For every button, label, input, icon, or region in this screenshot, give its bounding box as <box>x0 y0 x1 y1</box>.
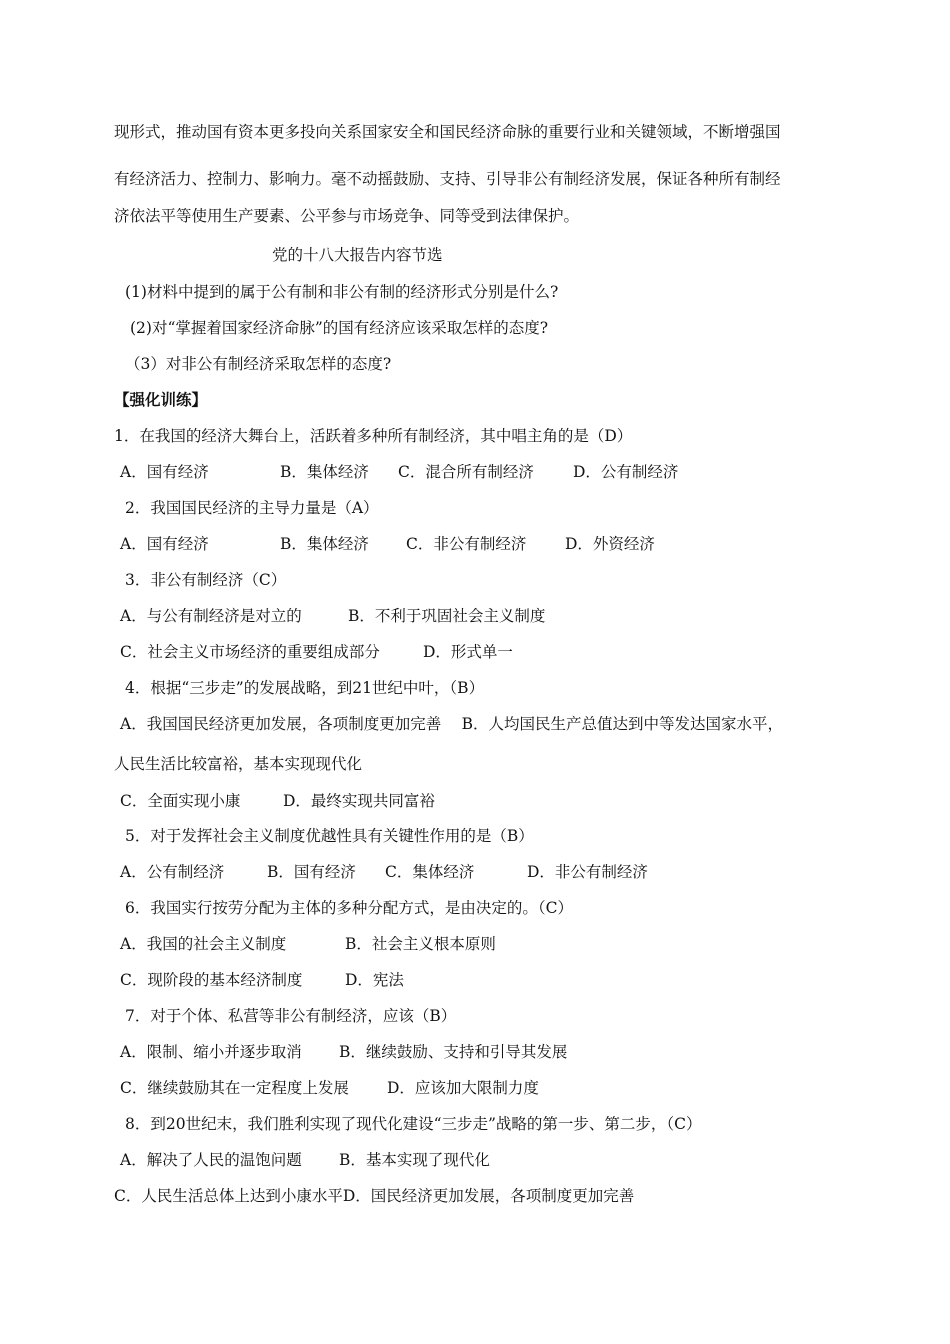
item-1-option-c: C．混合所有制经济 <box>398 463 534 481</box>
item-1-options <box>120 462 678 482</box>
passage-line: 有经济活力、控制力、影响力。毫不动摇鼓励、支持、引导非公有制经济发展，保证各种所有制经 <box>114 170 781 188</box>
item-8-option-b: B．基本实现了现代化 <box>339 1151 490 1169</box>
item-5-stem: 5．对于发挥社会主义制度优越性具有关键性作用的是（B） <box>125 827 534 845</box>
item-2-option-b: B．集体经济 <box>280 535 369 553</box>
item-8-option-d: D．国民经济更加发展，各项制度更加完善 <box>342 1187 635 1205</box>
item-3-option-c: C．社会主义市场经济的重要组成部分 <box>120 643 380 661</box>
item-2-option-a: A．国有经济 <box>120 535 209 553</box>
item-1-option-d: D．公有制经济 <box>573 463 679 481</box>
item-7-option-b: B．继续鼓励、支持和引导其发展 <box>339 1043 568 1061</box>
item-6-options-row2 <box>120 970 404 990</box>
passage-line: 济依法平等使用生产要素、公平参与市场竞争、同等受到法律保护。 <box>114 207 580 225</box>
item-8-option-c: C．人民生活总体上达到小康水平 <box>114 1187 343 1205</box>
item-6-stem: 6．我国实行按劳分配为主体的多种分配方式，是由决定的。（C） <box>125 899 573 917</box>
item-3-stem: 3．非公有制经济（C） <box>125 571 287 589</box>
item-6-options-row1 <box>120 934 496 954</box>
item-3-options-row1 <box>120 606 545 626</box>
item-8-option-a: A．解决了人民的温饱问题 <box>120 1151 302 1169</box>
item-7-option-d: D．应该加大限制力度 <box>387 1079 539 1097</box>
item-6-option-d: D．宪法 <box>345 971 404 989</box>
item-7-options-row1 <box>120 1042 567 1062</box>
item-5-option-a: A．公有制经济 <box>120 863 225 881</box>
item-7-options-row2 <box>120 1078 539 1098</box>
item-3-option-d: D．形式单一 <box>423 643 513 661</box>
passage-source: 党的十八大报告内容节选 <box>272 246 443 264</box>
item-8-stem: 8．到20世纪末，我们胜利实现了现代化建设“三步走”战略的第一步、第二步，（C） <box>125 1115 702 1133</box>
passage-line: 现形式，推动国有资本更多投向关系国家安全和国民经济命脉的重要行业和关键领域，不断增强国 <box>114 123 781 141</box>
item-1-option-b: B．集体经济 <box>280 463 369 481</box>
item-4-option-d: D．最终实现共同富裕 <box>283 792 435 810</box>
item-4-stem: 4．根据“三步走”的发展战略，到21世纪中叶，（B） <box>125 679 485 697</box>
question-2: (2)对“掌握着国家经济命脉”的国有经济应该采取怎样的态度? <box>130 319 549 337</box>
item-3-option-a: A．与公有制经济是对立的 <box>120 607 302 625</box>
item-4-option-b-continued: 人民生活比较富裕，基本实现现代化 <box>114 755 363 773</box>
item-8-options-row1 <box>120 1150 490 1170</box>
item-7-option-a: A．限制、缩小并逐步取消 <box>120 1043 302 1061</box>
item-2-options <box>120 534 655 554</box>
item-4-options-row2 <box>120 791 435 811</box>
item-6-option-a: A．我国的社会主义制度 <box>120 935 287 953</box>
item-3-options-row2 <box>120 642 513 662</box>
item-8-options-row2 <box>114 1186 634 1206</box>
item-2-option-d: D．外资经济 <box>565 535 655 553</box>
item-6-option-c: C．现阶段的基本经济制度 <box>120 971 303 989</box>
item-2-option-c: C．非公有制经济 <box>406 535 527 553</box>
item-1-option-a: A．国有经济 <box>120 463 209 481</box>
item-7-stem: 7．对于个体、私营等非公有制经济，应该（B） <box>125 1007 457 1025</box>
item-4-options-ab: A．我国国民经济更加发展，各项制度更加完善 B．人均国民生产总值达到中等发达国家水平， <box>120 715 784 733</box>
item-5-option-b: B．国有经济 <box>267 863 356 881</box>
question-1: (1)材料中提到的属于公有制和非公有制的经济形式分别是什么? <box>125 283 559 301</box>
item-4-option-c: C．全面实现小康 <box>120 792 241 810</box>
item-1-stem: 1．在我国的经济大舞台上，活跃着多种所有制经济，其中唱主角的是（D） <box>114 427 633 445</box>
item-5-option-d: D．非公有制经济 <box>527 863 648 881</box>
item-5-option-c: C．集体经济 <box>385 863 475 881</box>
item-6-option-b: B．社会主义根本原则 <box>345 935 496 953</box>
item-5-options <box>120 862 648 882</box>
item-7-option-c: C．继续鼓励其在一定程度上发展 <box>120 1079 349 1097</box>
question-3: （3）对非公有制经济采取怎样的态度? <box>125 355 392 373</box>
item-3-option-b: B．不利于巩固社会主义制度 <box>348 607 546 625</box>
section-title: 【强化训练】 <box>114 390 208 409</box>
item-2-stem: 2．我国国民经济的主导力量是（A） <box>125 499 379 517</box>
